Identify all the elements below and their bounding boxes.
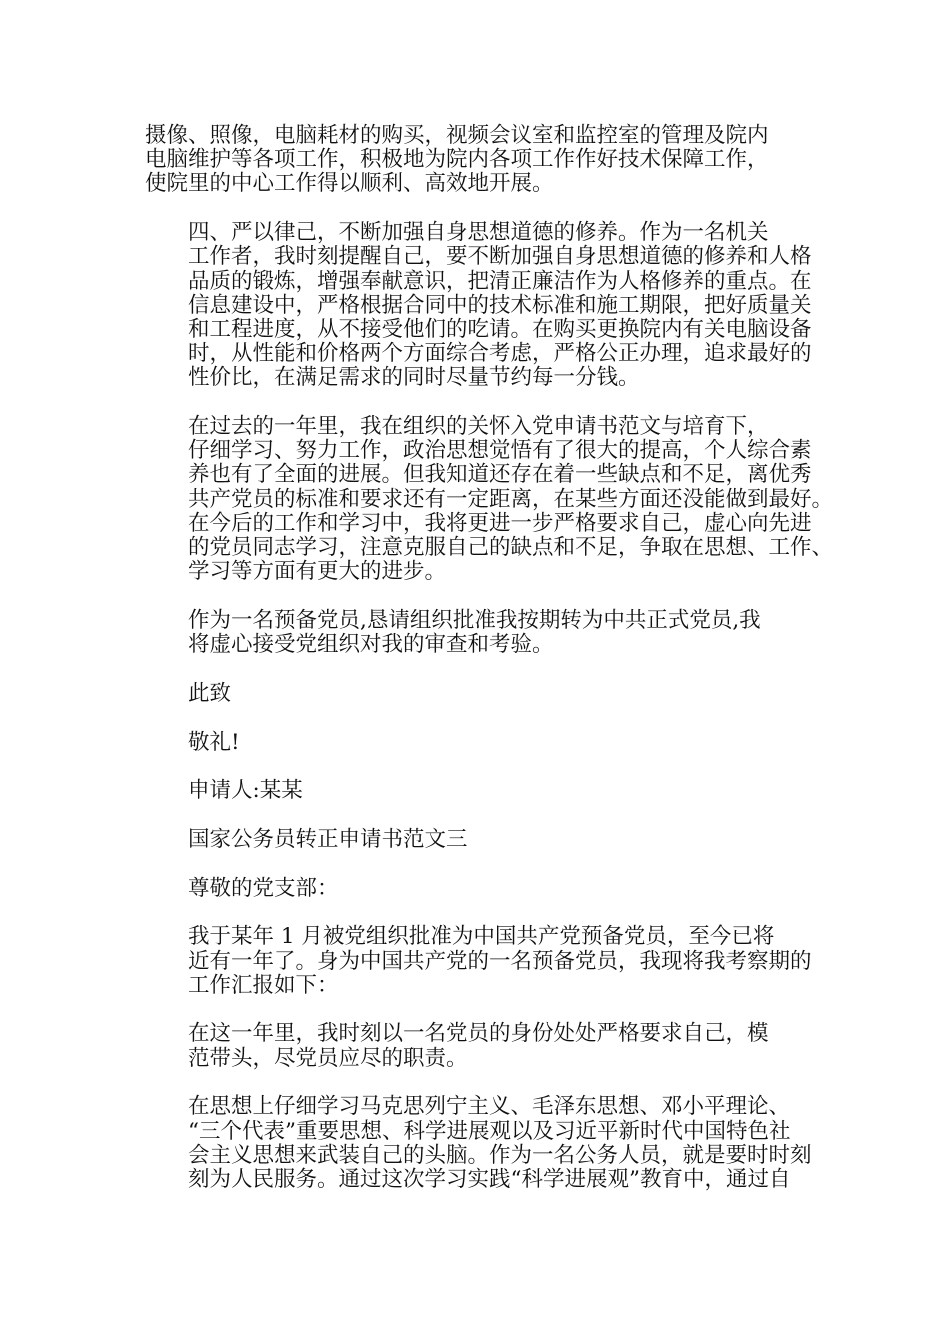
text-line: 共产党员的标准和要求还有一定距离，在某些方面还没能做到最好。 <box>188 486 834 512</box>
text-line: 敬礼! <box>188 729 240 755</box>
section-title <box>145 828 807 852</box>
text-line: 和工程进度，从不接受他们的吃请。在购买更换院内有关电脑设备 <box>188 316 812 342</box>
text-line: 品质的锻炼，增强奉献意识，把清正廉洁作为人格修养的重点。在 <box>188 268 812 294</box>
text-line: 在今后的工作和学习中，我将更进一步严格要求自己，虚心向先进 <box>188 510 812 536</box>
paragraph <box>145 124 807 197</box>
text-line: 刻为人民服务。通过这次学习实践“科学进展观”教育中，通过自 <box>188 1167 791 1192</box>
text-line: 学习等方面有更大的进步。 <box>188 559 447 585</box>
text-line: 国家公务员转正申请书范文三 <box>188 826 468 852</box>
paragraph <box>145 924 812 998</box>
text-line: 养也有了全面的进展。但我知道还存在着一些缺点和不足，离优秀 <box>188 462 812 488</box>
text-line: 将虚心接受党组织对我的审查和考验。 <box>188 632 554 658</box>
text-line: 性价比，在满足需求的同时尽量节约每一分钱。 <box>188 365 640 391</box>
text-line: 尊敬的党支部： <box>188 875 339 901</box>
paragraph <box>145 609 807 657</box>
text-line: 时，从性能和价格两个方面综合考虑，严格公正办理，追求最好的 <box>188 341 812 367</box>
text-line: 作为一名预备党员,恳请组织批准我按期转为中共正式党员,我 <box>188 607 761 633</box>
text-line: 在这一年里，我时刻以一名党员的身份处处严格要求自己，模 <box>188 1021 769 1047</box>
text-line: 四、严以律己，不断加强自身思想道德的修养。作为一名机关 <box>188 220 769 246</box>
text-line: 此致 <box>188 680 232 706</box>
text-line: 近有一年了。身为中国共产党的一名预备党员，我现将我考察期的 <box>188 948 812 974</box>
text-line: 会主义思想来武装自己的头脑。作为一名公务人员，就是要时时刻 <box>188 1142 812 1168</box>
applicant-signature <box>145 779 807 803</box>
text-line: 使院里的中心工作得以顺利、高效地开展。 <box>145 171 554 197</box>
text-line: 的党员同志学习，注意克服自己的缺点和不足，争取在思想、工作、 <box>188 535 834 561</box>
closing-salutation <box>145 682 807 706</box>
paragraph <box>145 1022 807 1070</box>
text-line: 摄像、照像，电脑耗材的购买，视频会议室和监控室的管理及院内 <box>145 123 769 148</box>
text-line: 在思想上仔细学习马克思列宁主义、毛泽东思想、邓小平理论、 <box>188 1094 791 1120</box>
text-line: 范带头，尽党员应尽的职责。 <box>188 1045 468 1071</box>
closing-regards <box>145 731 807 755</box>
paragraph <box>145 1094 812 1192</box>
text-line: 仔细学习、努力工作，政治思想觉悟有了很大的提高，个人综合素 <box>188 438 812 464</box>
text-line: 信息建设中，严格根据合同中的技术标准和施工期限，把好质量关 <box>188 292 812 318</box>
text-line: 在过去的一年里，我在组织的关怀入党申请书范文与培育下， <box>188 414 769 440</box>
text-line: “三个代表”重要思想、科学进展观以及习近平新时代中国特色社 <box>188 1118 791 1144</box>
greeting <box>145 877 807 901</box>
text-line: 申请人:某某 <box>188 778 303 804</box>
paragraph <box>145 414 834 585</box>
text-line: 工作者，我时刻提醒自己，要不断加强自身思想道德的修养和人格 <box>188 244 812 270</box>
text-line: 电脑维护等各项工作，积极地为院内各项工作作好技术保障工作， <box>145 147 769 173</box>
text-line: 工作汇报如下： <box>188 972 339 998</box>
document-page <box>145 123 834 1217</box>
paragraph <box>145 220 812 391</box>
text-line: 我于某年 1 月被党组织批准为中国共产党预备党员，至今已将 <box>188 924 775 950</box>
